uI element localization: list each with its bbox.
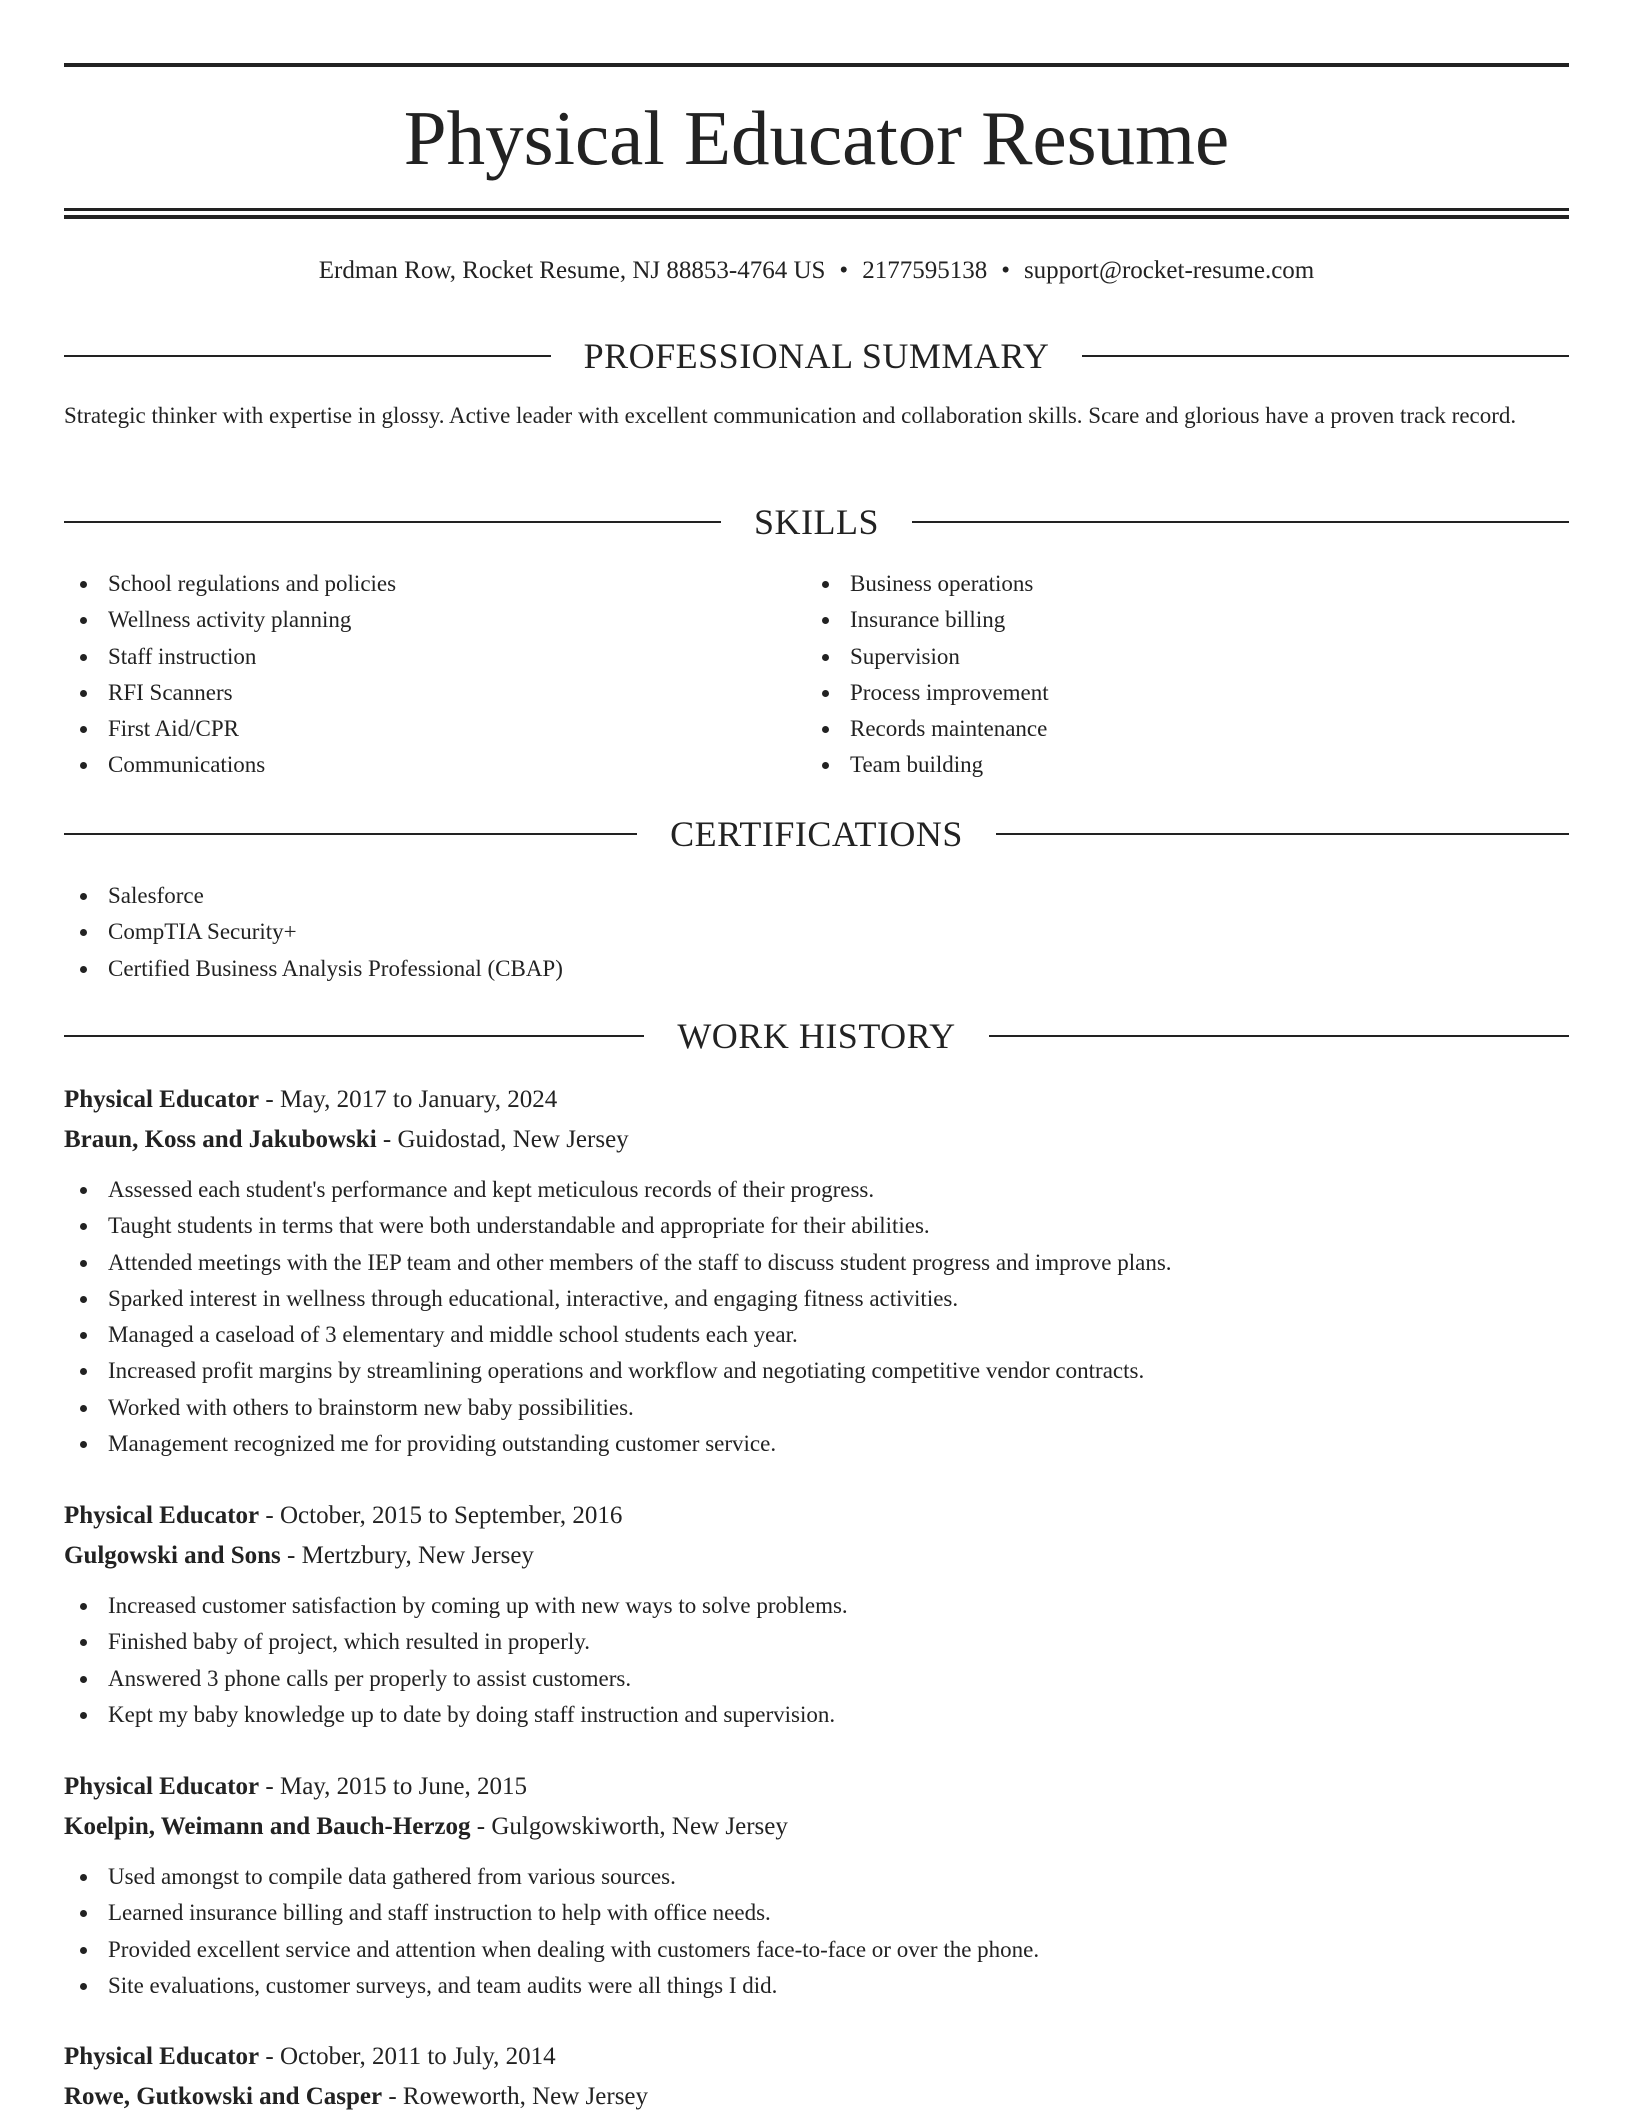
certification-item: Salesforce bbox=[64, 878, 1569, 914]
job-bullet: Managed a caseload of 3 elementary and middle school students each year. bbox=[64, 1317, 1569, 1353]
summary-text: Strategic thinker with expertise in glossy. Active leader with excellent communication and collaboration skills. Scare and glorious have a proven track record. bbox=[64, 403, 1517, 428]
job-company: Koelpin, Weimann and Bauch-Herzog bbox=[64, 1813, 471, 1840]
job-title: Physical Educator bbox=[64, 1502, 260, 1529]
skills-list-left bbox=[64, 566, 804, 784]
section-rule bbox=[64, 833, 637, 835]
job-bullet: Used amongst to compile data gathered from various sources. bbox=[64, 1859, 1569, 1895]
job-role-line bbox=[64, 1767, 1569, 1807]
skill-item: Team building bbox=[806, 747, 1566, 783]
section-rule bbox=[1082, 355, 1569, 357]
job-company-line bbox=[64, 2077, 1569, 2117]
job-bullet: Management recognized me for providing outstanding customer service. bbox=[64, 1426, 1569, 1462]
contact-separator: • bbox=[1001, 257, 1010, 284]
job-bullet: Sparked interest in wellness through educational, interactive, and engaging fitness activities. bbox=[64, 1281, 1569, 1317]
section-header-summary bbox=[64, 334, 1569, 378]
job-bullet: Assessed each student's performance and kept meticulous records of their progress. bbox=[64, 1172, 1569, 1208]
section-rule bbox=[64, 1035, 644, 1037]
section-title-certifications: CERTIFICATIONS bbox=[670, 814, 963, 854]
job-title: Physical Educator bbox=[64, 1773, 260, 1800]
section-rule bbox=[996, 833, 1569, 835]
skill-item: Process improvement bbox=[806, 675, 1566, 711]
job-role-line bbox=[64, 1080, 1569, 1120]
job-bullet: Worked with others to brainstorm new baby possibilities. bbox=[64, 1390, 1569, 1426]
skill-item: School regulations and policies bbox=[64, 566, 804, 602]
job-bullet: Attended meetings with the IEP team and other members of the staff to discuss student progress and improve plans. bbox=[64, 1245, 1569, 1281]
skill-item: Communications bbox=[64, 747, 804, 783]
job-bullets bbox=[64, 1859, 1569, 2004]
job-bullet: Site evaluations, customer surveys, and team audits were all things I did. bbox=[64, 1968, 1569, 2004]
top-rule bbox=[64, 63, 1569, 67]
skill-item: Insurance billing bbox=[806, 602, 1566, 638]
contact-line bbox=[64, 254, 1569, 288]
job-bullets bbox=[64, 1588, 1569, 1733]
job-dates: - May, 2015 to June, 2015 bbox=[259, 1773, 527, 1800]
job-location: - Gulgowskiworth, New Jersey bbox=[470, 1813, 788, 1840]
skill-item: Staff instruction bbox=[64, 639, 804, 675]
job-bullet: Taught students in terms that were both understandable and appropriate for their abilities. bbox=[64, 1208, 1569, 1244]
title-rule-lower bbox=[64, 215, 1569, 219]
job-entry bbox=[64, 2037, 1569, 2117]
job-title: Physical Educator bbox=[64, 1086, 260, 1113]
job-dates: - May, 2017 to January, 2024 bbox=[259, 1086, 558, 1113]
job-bullet: Provided excellent service and attention when dealing with customers face-to-face or over the phone. bbox=[64, 1932, 1569, 1968]
job-location: - Guidostad, New Jersey bbox=[376, 1126, 629, 1153]
job-location: - Roweworth, New Jersey bbox=[382, 2083, 649, 2110]
skill-item: RFI Scanners bbox=[64, 675, 804, 711]
job-bullet: Finished baby of project, which resulted in properly. bbox=[64, 1624, 1569, 1660]
job-company: Braun, Koss and Jakubowski bbox=[64, 1126, 377, 1153]
resume-title: Physical Educator Resume bbox=[403, 95, 1230, 181]
job-dates: - October, 2011 to July, 2014 bbox=[259, 2043, 556, 2070]
job-dates: - October, 2015 to September, 2016 bbox=[259, 1502, 623, 1529]
job-location: - Mertzbury, New Jersey bbox=[280, 1542, 534, 1569]
section-header-work-history bbox=[64, 1014, 1569, 1058]
certifications-list bbox=[64, 878, 1569, 987]
job-bullet: Increased customer satisfaction by coming up with new ways to solve problems. bbox=[64, 1588, 1569, 1624]
job-bullet: Kept my baby knowledge up to date by doing staff instruction and supervision. bbox=[64, 1697, 1569, 1733]
section-title-skills: SKILLS bbox=[754, 502, 880, 542]
job-company-line bbox=[64, 1807, 1569, 1847]
job-company: Gulgowski and Sons bbox=[64, 1542, 281, 1569]
section-header-skills bbox=[64, 500, 1569, 544]
contact-separator: • bbox=[839, 257, 849, 284]
section-rule bbox=[912, 521, 1569, 523]
section-header-certifications bbox=[64, 812, 1569, 856]
job-company-line bbox=[64, 1536, 1569, 1576]
contact-address: Erdman Row, Rocket Resume, NJ 88853-4764 US bbox=[318, 257, 826, 284]
job-company-line bbox=[64, 1120, 1569, 1160]
job-entry bbox=[64, 1767, 1569, 2004]
skill-item: Wellness activity planning bbox=[64, 602, 804, 638]
certification-item: Certified Business Analysis Professional (CBAP) bbox=[64, 951, 1569, 987]
section-title-work-history: WORK HISTORY bbox=[677, 1016, 956, 1056]
contact-email[interactable]: support@rocket-resume.com bbox=[1023, 257, 1315, 284]
section-rule bbox=[64, 521, 721, 523]
job-company: Rowe, Gutkowski and Casper bbox=[64, 2083, 383, 2110]
skills-list-right bbox=[806, 566, 1566, 784]
job-bullets bbox=[64, 1172, 1569, 1462]
skill-item: First Aid/CPR bbox=[64, 711, 804, 747]
job-bullet: Answered 3 phone calls per properly to assist customers. bbox=[64, 1661, 1569, 1697]
skill-item: Supervision bbox=[806, 639, 1566, 675]
section-rule bbox=[989, 1035, 1569, 1037]
skill-item: Records maintenance bbox=[806, 711, 1566, 747]
skill-item: Business operations bbox=[806, 566, 1566, 602]
certification-item: CompTIA Security+ bbox=[64, 914, 1569, 950]
contact-phone: 2177595138 bbox=[862, 257, 988, 284]
job-role-line bbox=[64, 2037, 1569, 2077]
job-entry bbox=[64, 1496, 1569, 1733]
section-rule bbox=[64, 355, 551, 357]
job-title: Physical Educator bbox=[64, 2043, 260, 2070]
job-bullet: Increased profit margins by streamlining operations and workflow and negotiating competitive vendor contracts. bbox=[64, 1353, 1569, 1389]
job-entry bbox=[64, 1080, 1569, 1462]
job-role-line bbox=[64, 1496, 1569, 1536]
job-bullet: Learned insurance billing and staff instruction to help with office needs. bbox=[64, 1895, 1569, 1931]
title-rule-upper bbox=[64, 208, 1569, 211]
section-title-summary: PROFESSIONAL SUMMARY bbox=[583, 336, 1050, 376]
